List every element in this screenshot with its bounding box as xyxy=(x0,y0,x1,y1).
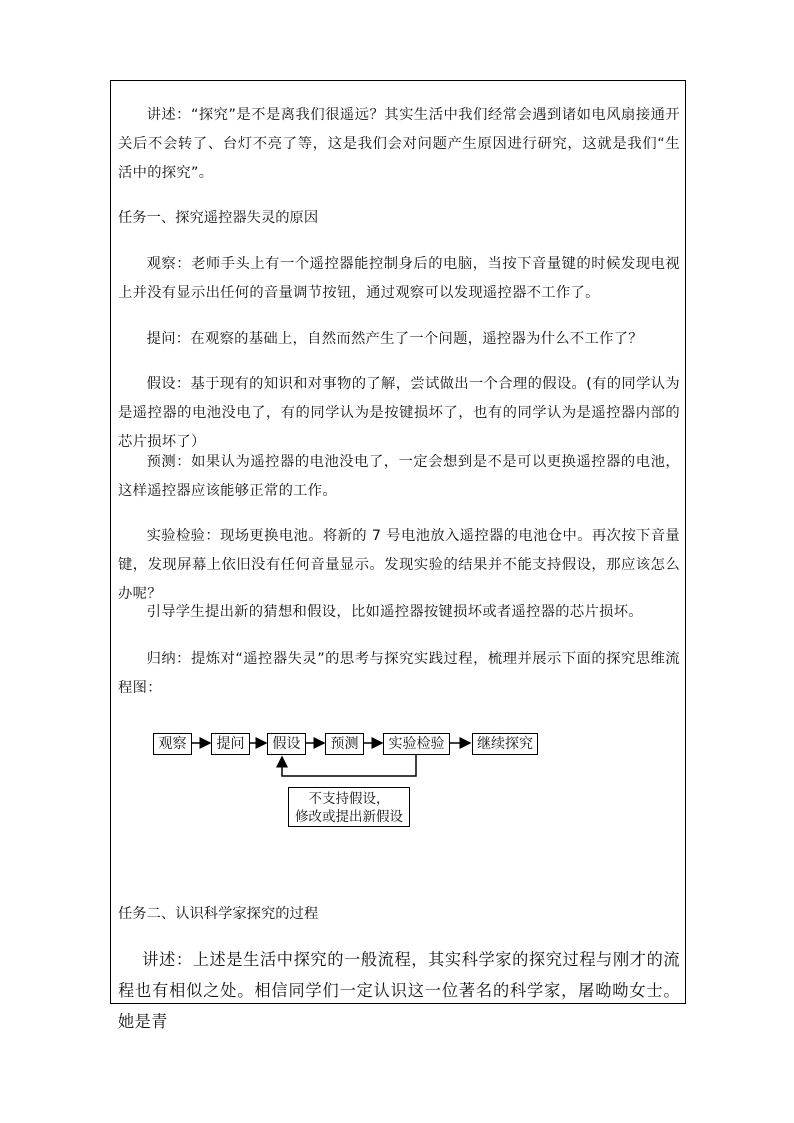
scientist-paragraph: 讲述：上述是生活中探究的一般流程，其实科学家的探究过程与刚才的流程也有相似之处。相信同学们一定认识这一位著名的科学家，屠呦呦女士。她是青 xyxy=(118,950,680,1031)
feedback-loop-arrow xyxy=(282,755,416,776)
step-hypothesis: 假设 xyxy=(267,733,306,755)
question-paragraph: 提问：在观察的基础上，自然而然产生了一个问题，遥控器为什么不工作了？ xyxy=(146,331,643,347)
step-predict: 预测 xyxy=(325,733,364,755)
feedback-note-line2: 修改或提出新假设 xyxy=(295,809,403,825)
step-observe: 观察 xyxy=(153,733,192,755)
observe-paragraph: 观察：老师手头上有一个遥控器能控制身后的电脑，当按下音量键的时候发现电视上并没有显示出任何的音量调节按钮，通过观察可以发现遥控器不工作了。 xyxy=(118,256,680,301)
predict-paragraph: 预测：如果认为遥控器的电池没电了，一定会想到是不是可以更换遥控器的电池，这样遥控器应该能够正常的工作。 xyxy=(118,454,680,499)
task1-heading: 任务一、探究遥控器失灵的原因 xyxy=(118,210,319,226)
feedback-note xyxy=(288,787,410,827)
step-experiment: 实验检验 xyxy=(383,733,450,755)
hypothesis-paragraph: 假设：基于现有的知识和对事物的了解，尝试做出一个合理的假设。(有的同学认为是遥控器的电池没电了，有的同学认为是按键损坏了，也有的同学认为是遥控器内部的芯片损坏了） xyxy=(118,376,680,450)
feedback-note-line1: 不支持假设， xyxy=(308,791,390,807)
summary-paragraph: 归纳：提炼对“遥控器失灵”的思考与探究实践过程，梳理并展示下面的探究思维流程图： xyxy=(118,651,680,696)
step-question: 提问 xyxy=(211,733,250,755)
task2-heading: 任务二、认识科学家探究的过程 xyxy=(118,906,319,922)
inquiry-flowchart xyxy=(150,726,550,836)
intro-paragraph: 讲述：“探究”是不是离我们很遥远？其实生活中我们经常会遇到诸如电风扇接通开关后不会转了、台灯不亮了等，这是我们会对问题产生原因进行研究，这就是我们“生活中的探究”。 xyxy=(118,107,680,181)
guide-paragraph: 引导学生提出新的猜想和假设，比如遥控器按键损坏或者遥控器的芯片损坏。 xyxy=(146,604,643,620)
step-continue: 继续探究 xyxy=(472,733,538,755)
experiment-paragraph: 实验检验：现场更换电池。将新的 7 号电池放入遥控器的电池仓中。再次按下音量键，发现屏幕上依旧没有任何音量显示。发现实验的结果并不能支持假设，那应该怎么办呢？ xyxy=(118,528,680,602)
